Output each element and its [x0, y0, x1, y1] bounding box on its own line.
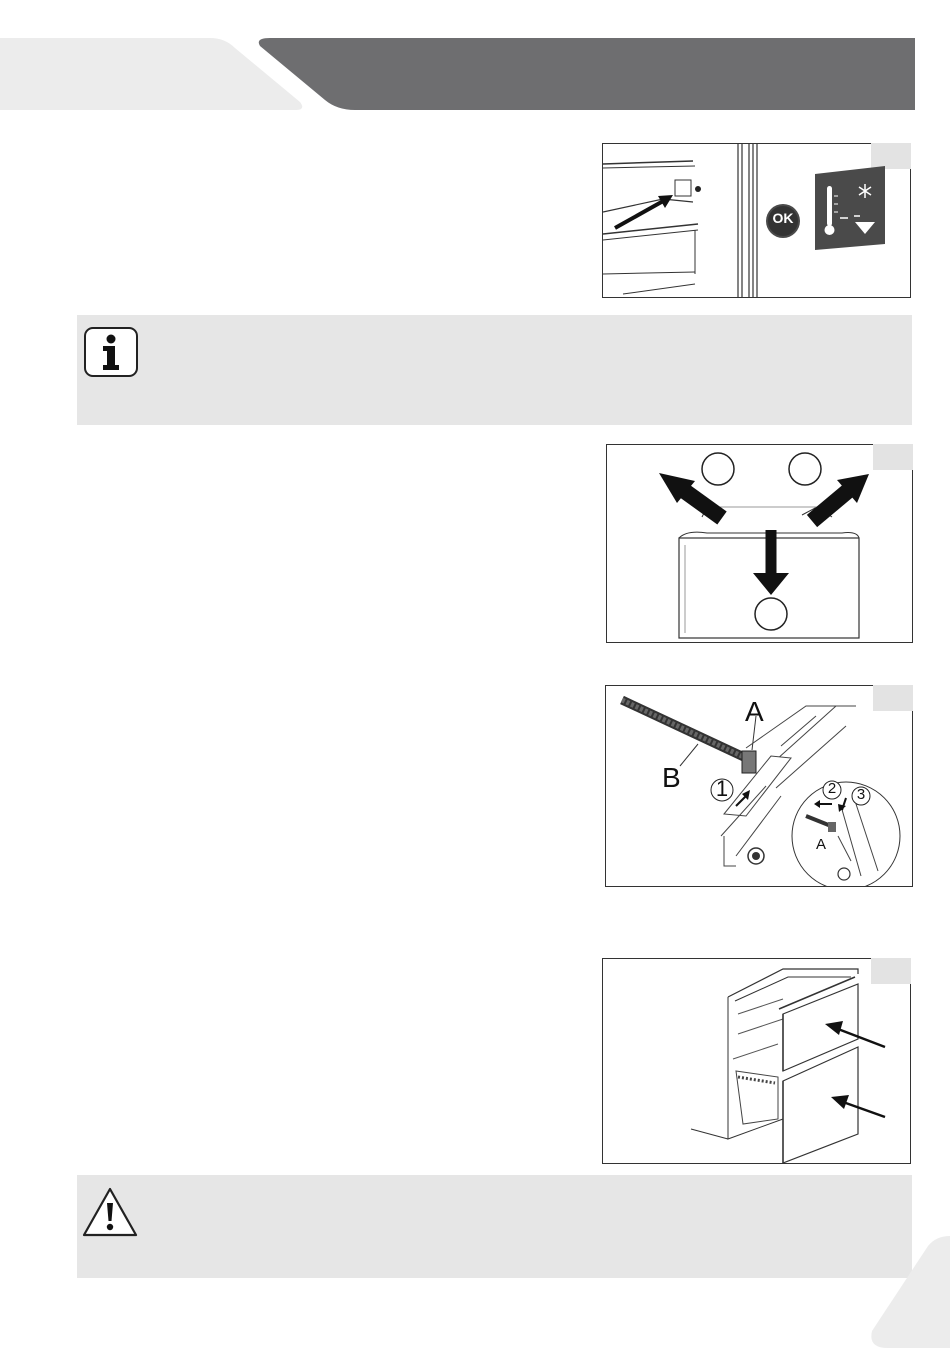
- header-tab-dark: [255, 38, 915, 110]
- info-note: [77, 315, 912, 425]
- figure-temperature-control: [602, 143, 911, 298]
- step-3-label: 3: [856, 786, 866, 803]
- arrow-up-right-icon: [812, 474, 869, 521]
- info-icon: [83, 326, 139, 378]
- freezer-drawers-drawing: [603, 959, 910, 1163]
- figure-drawers-closed: [602, 958, 911, 1164]
- label-a: A: [745, 696, 764, 727]
- warning-icon: [81, 1185, 139, 1239]
- drawer-drawing: [607, 445, 912, 642]
- ok-button-label: OK: [772, 210, 794, 226]
- detail-label-a: A: [816, 836, 827, 853]
- figure-flap-assembly: [605, 685, 913, 887]
- warning-note: [77, 1175, 912, 1278]
- label-b: B: [662, 762, 681, 793]
- step-2-label: 2: [827, 780, 837, 797]
- figure-drawer-removal: [606, 444, 913, 643]
- temperature-display-panel: [810, 166, 890, 250]
- page-corner-tab: [868, 1236, 950, 1348]
- step-1-label: 1: [715, 776, 729, 801]
